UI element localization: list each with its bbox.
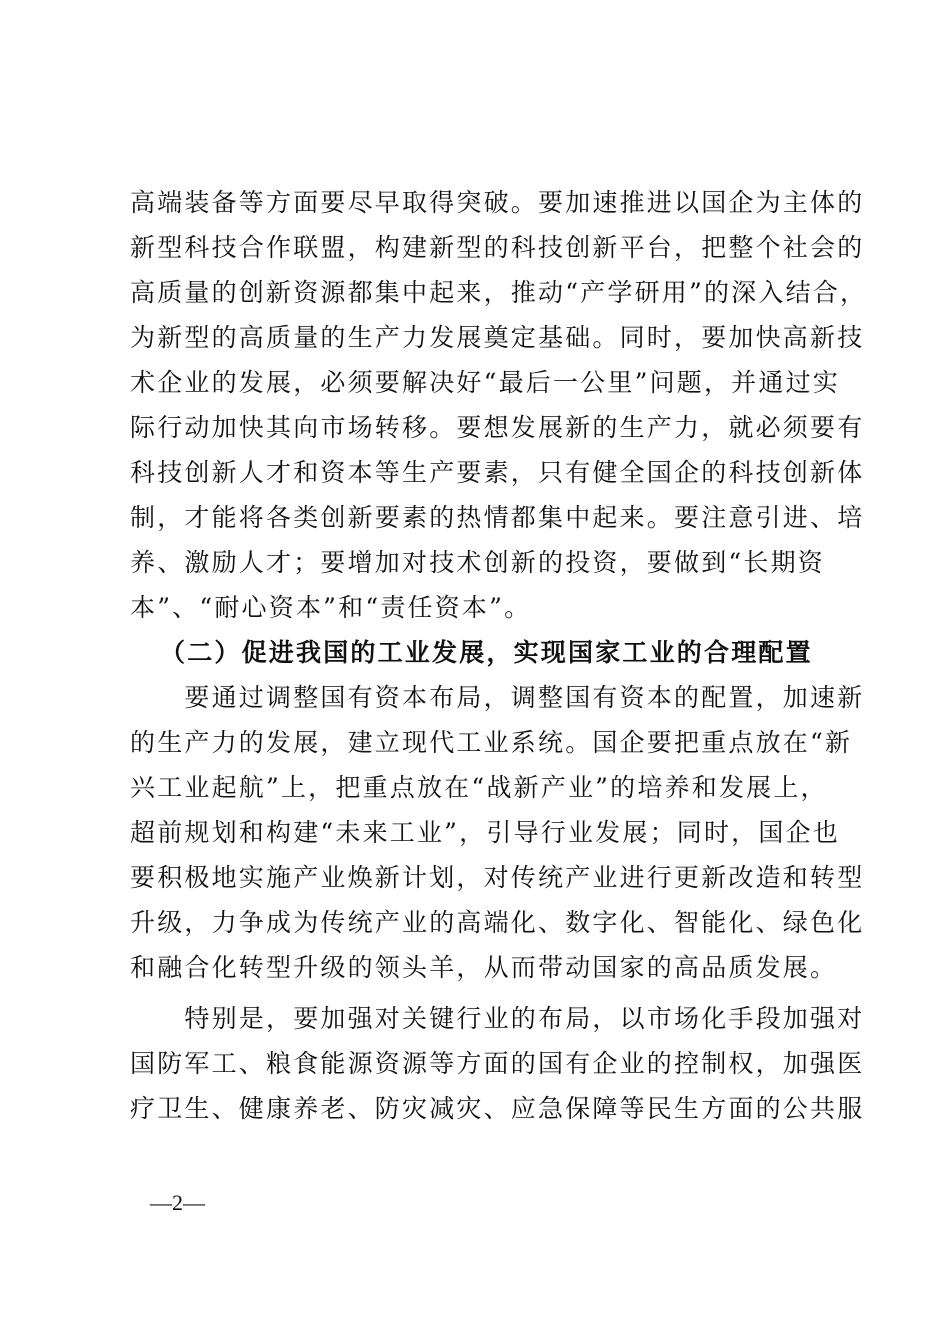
paragraph-line: 高端装备等方面要尽早取得突破。要加速推进以国企为主体的 xyxy=(130,188,865,217)
paragraph-line: 超前规划和构建“未来工业”，引导行业发展；同时，国企也 xyxy=(130,818,840,847)
paragraph-line: 兴工业起航”上，把重点放在“战新产业”的培养和发展上， xyxy=(130,773,828,802)
paragraph-line: 术企业的发展，必须要解决好“最后一公里”问题，并通过实 xyxy=(130,368,840,397)
paragraph-line: 的生产力的发展，建立现代工业系统。国企要把重点放在“新 xyxy=(130,728,853,757)
paragraph-line: 新型科技合作联盟，构建新型的科技创新平台，把整个社会的 xyxy=(130,233,865,262)
body-text xyxy=(130,180,868,1131)
paragraph-line: 特别是，要加强对关键行业的布局，以市场化手段加强对 xyxy=(130,1004,865,1033)
paragraph-line: 疗卫生、健康养老、防灾减灾、应急保障等民生方面的公共服 xyxy=(130,1094,865,1123)
paragraph-line: 制，才能将各类创新要素的热情都集中起来。要注意引进、培 xyxy=(130,503,865,532)
paragraph-line: 要通过调整国有资本布局，调整国有资本的配置，加速新 xyxy=(130,683,865,712)
paragraph-line: 和融合化转型升级的领头羊，从而带动国家的高品质发展。 xyxy=(130,953,838,982)
paragraph-line: 养、激励人才；要增加对技术创新的投资，要做到“长期资 xyxy=(130,548,825,577)
paragraph-line: 际行动加快其向市场转移。要想发展新的生产力，就必须要有 xyxy=(130,413,865,442)
paragraph-line: 要积极地实施产业焕新计划，对传统产业进行更新改造和转型 xyxy=(130,863,865,892)
paragraph-line: 本”、“耐心资本”和“责任资本”。 xyxy=(130,593,532,622)
paragraph-line: 国防军工、粮食能源资源等方面的国有企业的控制权，加强医 xyxy=(130,1049,865,1078)
paragraph-line: 高质量的创新资源都集中起来，推动“产学研用”的深入结合， xyxy=(130,278,868,307)
page-number: —2— xyxy=(150,1190,205,1215)
paragraph-line: 科技创新人才和资本等生产要素，只有健全国企的科技创新体 xyxy=(130,458,865,487)
paragraph-line: 升级，力争成为传统产业的高端化、数字化、智能化、绿色化 xyxy=(130,908,865,937)
paragraph-line: 为新型的高质量的生产力发展奠定基础。同时，要加快高新技 xyxy=(130,323,865,352)
section-heading: （二）促进我国的工业发展，实现国家工业的合理配置 xyxy=(160,638,813,667)
